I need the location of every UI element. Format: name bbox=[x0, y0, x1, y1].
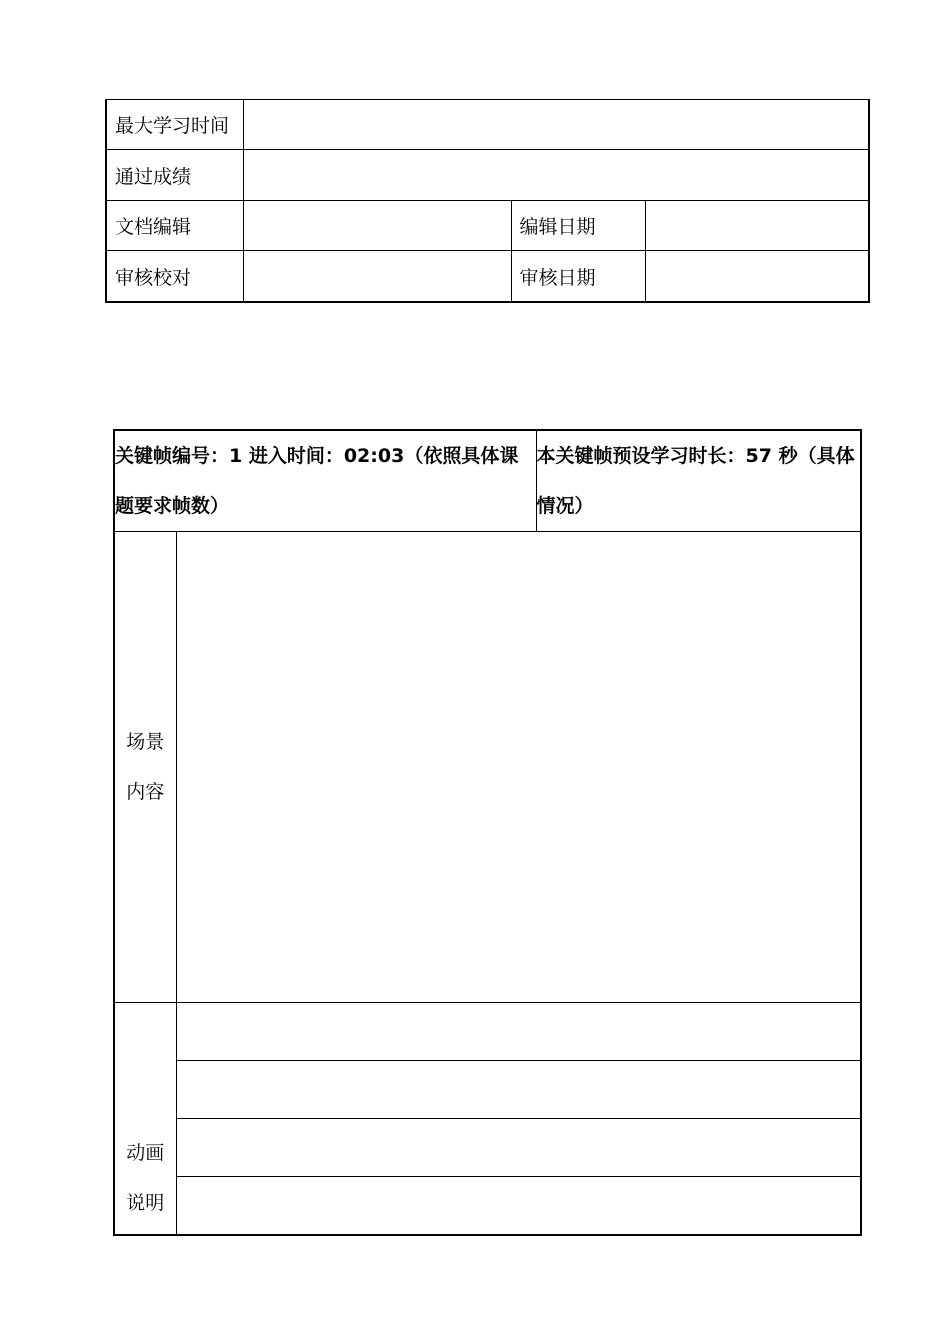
pass-score-label: 通过成绩 bbox=[106, 150, 243, 200]
scene-content-area[interactable] bbox=[176, 532, 861, 1003]
pass-score-value[interactable] bbox=[243, 150, 869, 200]
review-value[interactable] bbox=[243, 251, 511, 302]
max-study-time-label: 最大学习时间 bbox=[106, 100, 243, 150]
animation-label-line2: 说明 bbox=[126, 1192, 165, 1214]
animation-notes-label bbox=[114, 1002, 176, 1235]
edit-date-value[interactable] bbox=[645, 200, 869, 250]
scene-label-line1: 场景 bbox=[126, 730, 165, 753]
edit-date-label: 编辑日期 bbox=[511, 200, 645, 250]
review-date-value[interactable] bbox=[645, 251, 869, 302]
doc-editor-value[interactable] bbox=[243, 200, 511, 250]
animation-row[interactable] bbox=[176, 1060, 861, 1118]
keyframe-table bbox=[113, 429, 862, 1236]
info-table bbox=[105, 99, 870, 303]
animation-row[interactable] bbox=[176, 1118, 861, 1176]
scene-content-label bbox=[114, 532, 176, 1003]
animation-row[interactable] bbox=[176, 1176, 861, 1235]
review-label: 审核校对 bbox=[106, 251, 243, 302]
review-date-label: 审核日期 bbox=[511, 251, 645, 302]
animation-row[interactable] bbox=[176, 1002, 861, 1060]
keyframe-header-left: 关键帧编号：1 进入时间：02:03（依照具体课题要求帧数） bbox=[114, 430, 536, 532]
doc-editor-label: 文档编辑 bbox=[106, 200, 243, 250]
max-study-time-value[interactable] bbox=[243, 100, 869, 150]
scene-label-line2: 内容 bbox=[126, 780, 165, 803]
animation-label-line1: 动画 bbox=[126, 1142, 165, 1164]
keyframe-header-right: 本关键帧预设学习时长：57 秒（具体情况） bbox=[536, 430, 861, 532]
